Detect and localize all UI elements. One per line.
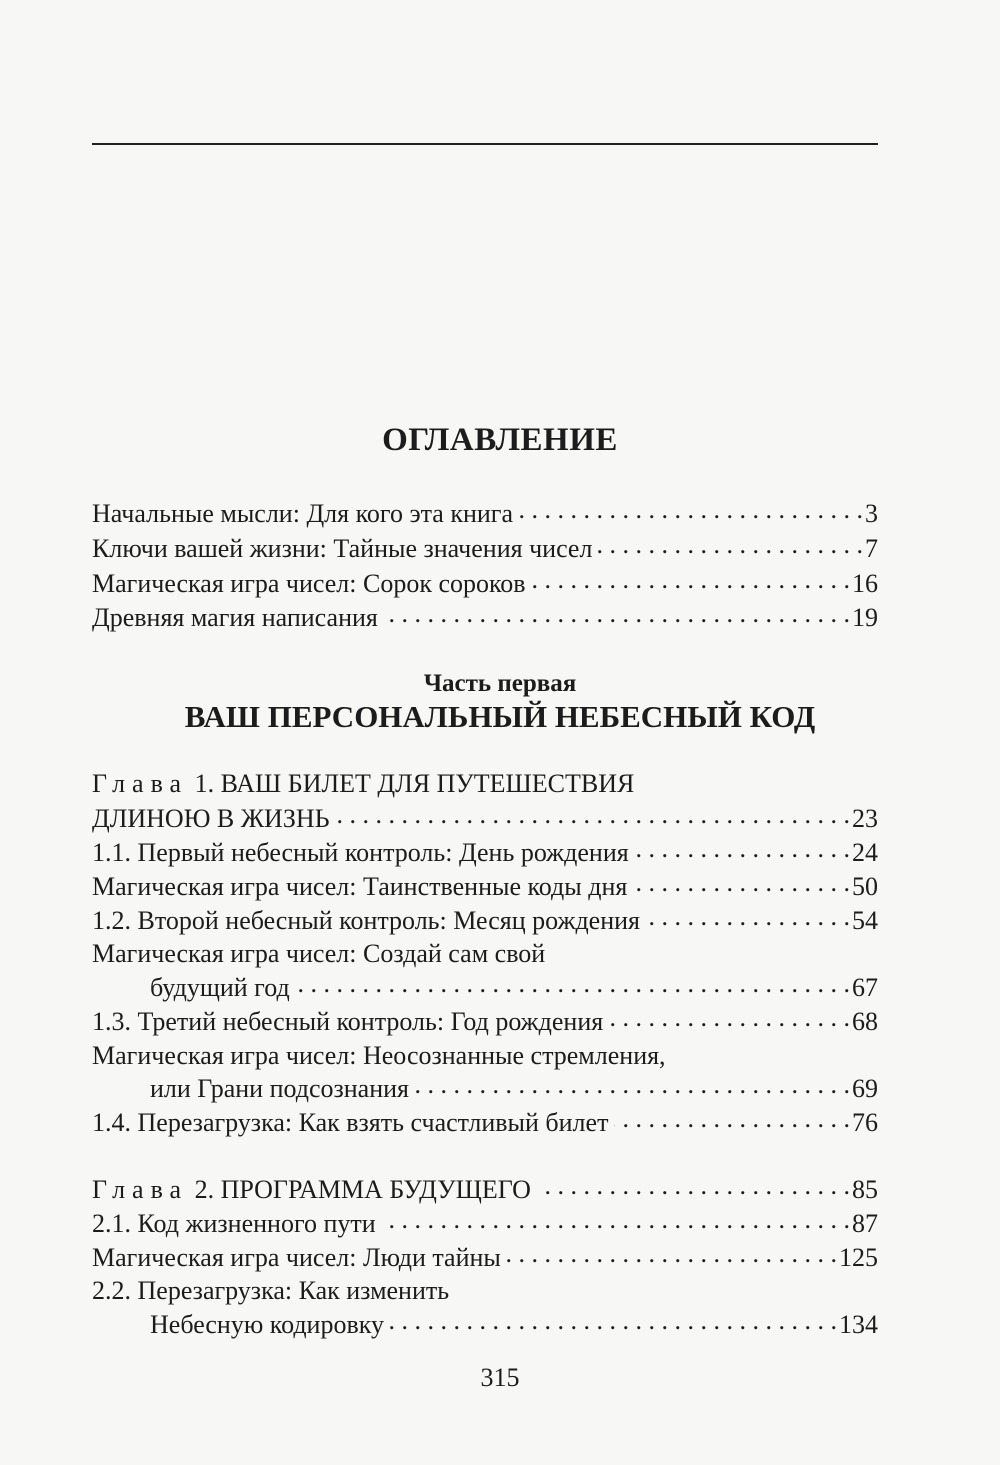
part-title: ВАШ ПЕРСОНАЛЬНЫЙ НЕБЕСНЫЙ КОД — [184, 699, 816, 734]
toc-entry[interactable]: Древняя магия написания . . . 19 — [92, 600, 878, 636]
page-ref: 16 — [852, 569, 878, 598]
page-ref: 3 — [865, 499, 878, 528]
dot-leader — [609, 1006, 850, 1030]
page-ref: 69 — [852, 1074, 878, 1103]
toc-title: ОГЛАВЛЕНИЕ — [382, 422, 618, 458]
dot-leader — [598, 533, 863, 557]
page-ref: 134 — [839, 1310, 878, 1339]
dot-leader — [635, 837, 850, 861]
toc-entry-cont[interactable]: или Грани подсознания . . . 69 — [92, 1071, 878, 1107]
chapter-1-heading[interactable]: Глава 1. ВАШ БИЛЕТ ДЛЯ ПУТЕШЕСТВИЯ — [92, 769, 635, 798]
page-ref: 76 — [852, 1108, 878, 1137]
page-ref: 125 — [839, 1243, 878, 1272]
part-label: Часть первая — [423, 670, 577, 697]
toc-entry[interactable]: 2.2. Перезагрузка: Как изменить — [92, 1276, 450, 1305]
page-ref: 54 — [852, 906, 878, 935]
chapter-prefix: Глава — [92, 769, 189, 798]
page-ref: 67 — [852, 973, 878, 1002]
chapter-prefix: Глава — [92, 1175, 189, 1204]
dot-leader — [390, 1309, 837, 1333]
dot-leader — [532, 568, 850, 592]
page-ref: 87 — [852, 1209, 878, 1238]
page-number: 315 — [480, 1363, 520, 1392]
toc-entry[interactable]: Ключи вашей жизни: Тайные значения чисел . . . 7 — [92, 531, 878, 567]
page-ref: 19 — [852, 603, 878, 632]
page-ref: 24 — [852, 838, 878, 867]
toc-entry[interactable]: 2.1. Код жизненного пути . . . 87 — [92, 1206, 878, 1242]
dot-leader — [646, 905, 850, 929]
toc-entry[interactable]: Начальные мысли: Для кого эта книга . . . 3 — [92, 496, 878, 532]
toc-entry[interactable]: Магическая игра чисел: Создай сам свой — [92, 939, 546, 968]
dot-leader — [614, 1107, 850, 1131]
page-ref: 85 — [852, 1175, 878, 1204]
top-rule — [92, 143, 878, 145]
dot-leader — [507, 1242, 837, 1266]
page-ref: 23 — [852, 804, 878, 833]
chapter-1-heading-cont[interactable]: ДЛИНОЮ В ЖИЗНЬ . . . 23 — [92, 801, 878, 837]
page-ref: 7 — [865, 534, 878, 563]
dot-leader — [415, 1073, 850, 1097]
dot-leader — [384, 602, 850, 626]
dot-leader — [633, 871, 850, 895]
dot-leader — [336, 803, 850, 827]
toc-entry[interactable]: 1.1. Первый небесный контроль: День рождения . . . 24 — [92, 835, 878, 871]
dot-leader — [519, 498, 863, 522]
toc-entry[interactable]: Магическая игра чисел: Таинственные коды дня . . . 50 — [92, 869, 878, 905]
toc-entry-cont[interactable]: Небесную кодировку . . . 134 — [92, 1307, 878, 1343]
dot-leader — [382, 1208, 850, 1232]
dot-leader — [296, 972, 850, 996]
page-ref: 50 — [852, 872, 878, 901]
toc-entry-cont[interactable]: будущий год . . . 67 — [92, 970, 878, 1006]
page-ref: 68 — [852, 1007, 878, 1036]
toc-entry[interactable]: Магическая игра чисел: Неосознанные стремления, — [92, 1041, 666, 1070]
toc-entry[interactable]: 1.2. Второй небесный контроль: Месяц рождения . . . 54 — [92, 903, 878, 939]
toc-entry[interactable]: Магическая игра чисел: Сорок сороков . . . 16 — [92, 566, 878, 602]
dot-leader — [537, 1174, 850, 1198]
toc-entry[interactable]: 1.3. Третий небесный контроль: Год рождения . . . 68 — [92, 1004, 878, 1040]
toc-entry[interactable]: Магическая игра чисел: Люди тайны . . . 125 — [92, 1240, 878, 1276]
chapter-2-heading[interactable]: Глава 2. ПРОГРАММА БУДУЩЕГО . . . 85 — [92, 1172, 878, 1208]
toc-entry[interactable]: 1.4. Перезагрузка: Как взять счастливый билет . . . 76 — [92, 1105, 878, 1141]
